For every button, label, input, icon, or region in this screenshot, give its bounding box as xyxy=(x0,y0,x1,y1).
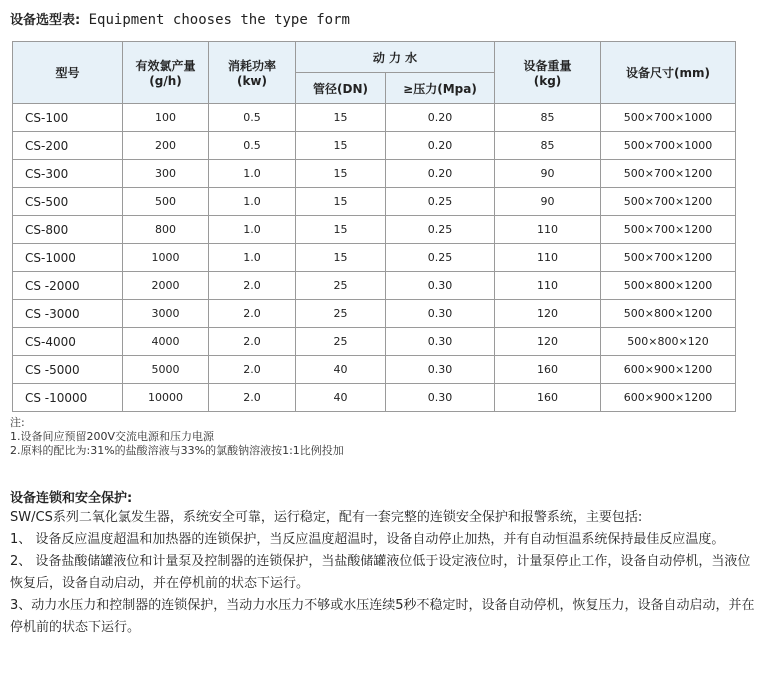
cell-pipe: 15 xyxy=(296,160,386,188)
header-pipe-diameter: 管径(DN) xyxy=(296,73,386,104)
header-power: 消耗功率 (kw) xyxy=(209,42,296,104)
cell-weight: 85 xyxy=(495,104,601,132)
cell-weight: 120 xyxy=(495,328,601,356)
table-row xyxy=(13,300,736,328)
title-chinese: 设备选型表: xyxy=(10,13,81,28)
cell-power: 2.0 xyxy=(209,272,296,300)
cell-weight: 160 xyxy=(495,384,601,412)
cell-output: 4000 xyxy=(123,328,209,356)
cell-size: 500×700×1200 xyxy=(601,160,736,188)
table-row xyxy=(13,244,736,272)
cell-pressure: 0.25 xyxy=(386,216,495,244)
paragraph-item-3: 3、动力水压力和控制器的连锁保护，当动力水压力不够或水压连续5秒不稳定时，设备自动停机，恢复压力，设备自动启动，并在停机前的状态下运行。 xyxy=(10,598,755,635)
cell-model: CS -3000 xyxy=(13,300,123,328)
cell-model: CS-500 xyxy=(13,188,123,216)
cell-weight: 110 xyxy=(495,216,601,244)
table-row xyxy=(13,356,736,384)
cell-pipe: 40 xyxy=(296,356,386,384)
cell-power: 1.0 xyxy=(209,160,296,188)
cell-pressure: 0.30 xyxy=(386,272,495,300)
paragraph-item-2: 2、 设备盐酸储罐液位和计量泵及控制器的连锁保护，当盐酸储罐液位低于设定液位时，计量泵停止工作，设备自动停机，当液位恢复后，设备自动启动，并在停机前的状态下运行。 xyxy=(10,554,751,591)
table-row xyxy=(13,272,736,300)
cell-power: 1.0 xyxy=(209,244,296,272)
header-output: 有效氯产量 (g/h) xyxy=(123,42,209,104)
cell-size: 500×700×1000 xyxy=(601,104,736,132)
cell-pressure: 0.30 xyxy=(386,300,495,328)
header-motive-water: 动 力 水 xyxy=(296,42,495,73)
cell-power: 2.0 xyxy=(209,384,296,412)
cell-model: CS-4000 xyxy=(13,328,123,356)
cell-model: CS-300 xyxy=(13,160,123,188)
table-row xyxy=(13,160,736,188)
notes-label: 注: xyxy=(10,416,25,429)
table-row xyxy=(13,328,736,356)
cell-output: 300 xyxy=(123,160,209,188)
cell-size: 500×700×1200 xyxy=(601,188,736,216)
cell-pressure: 0.25 xyxy=(386,188,495,216)
cell-power: 2.0 xyxy=(209,356,296,384)
cell-pipe: 25 xyxy=(296,272,386,300)
cell-size: 600×900×1200 xyxy=(601,384,736,412)
cell-model: CS-200 xyxy=(13,132,123,160)
table-row xyxy=(13,216,736,244)
cell-pressure: 0.20 xyxy=(386,104,495,132)
cell-weight: 90 xyxy=(495,188,601,216)
cell-weight: 110 xyxy=(495,272,601,300)
cell-model: CS -10000 xyxy=(13,384,123,412)
cell-power: 1.0 xyxy=(209,188,296,216)
cell-power: 0.5 xyxy=(209,104,296,132)
cell-power: 0.5 xyxy=(209,132,296,160)
cell-weight: 120 xyxy=(495,300,601,328)
header-model: 型号 xyxy=(13,42,123,104)
cell-size: 500×700×1000 xyxy=(601,132,736,160)
cell-weight: 110 xyxy=(495,244,601,272)
cell-pressure: 0.30 xyxy=(386,384,495,412)
paragraph-item-1: 1、 设备反应温度超温和加热器的连锁保护，当反应温度超温时，设备自动停止加热，并有自动恒温系统保持最佳反应温度。 xyxy=(10,532,725,547)
section-heading: 设备连锁和安全保护: xyxy=(10,491,133,506)
cell-pipe: 15 xyxy=(296,132,386,160)
cell-output: 800 xyxy=(123,216,209,244)
cell-pipe: 40 xyxy=(296,384,386,412)
cell-pipe: 15 xyxy=(296,216,386,244)
cell-output: 1000 xyxy=(123,244,209,272)
table-row xyxy=(13,188,736,216)
cell-pressure: 0.30 xyxy=(386,328,495,356)
header-size: 设备尺寸(mm) xyxy=(601,42,736,104)
cell-power: 2.0 xyxy=(209,300,296,328)
header-pressure: ≥压力(Mpa) xyxy=(386,73,495,104)
cell-pressure: 0.25 xyxy=(386,244,495,272)
cell-weight: 85 xyxy=(495,132,601,160)
table-notes xyxy=(10,416,344,458)
cell-pressure: 0.30 xyxy=(386,356,495,384)
cell-model: CS-100 xyxy=(13,104,123,132)
cell-output: 5000 xyxy=(123,356,209,384)
cell-pressure: 0.20 xyxy=(386,160,495,188)
cell-model: CS -5000 xyxy=(13,356,123,384)
cell-power: 1.0 xyxy=(209,216,296,244)
cell-size: 500×700×1200 xyxy=(601,244,736,272)
paragraph-intro: SW/CS系列二氧化氯发生器，系统安全可靠，运行稳定，配有一套完整的连锁安全保护和报警系统，主要包括: xyxy=(10,510,643,525)
cell-pipe: 25 xyxy=(296,328,386,356)
cell-model: CS-800 xyxy=(13,216,123,244)
cell-output: 3000 xyxy=(123,300,209,328)
cell-output: 200 xyxy=(123,132,209,160)
title-english: Equipment chooses the type form xyxy=(80,12,350,28)
page-title xyxy=(10,9,350,28)
cell-output: 2000 xyxy=(123,272,209,300)
cell-weight: 90 xyxy=(495,160,601,188)
cell-pipe: 25 xyxy=(296,300,386,328)
cell-output: 10000 xyxy=(123,384,209,412)
cell-power: 2.0 xyxy=(209,328,296,356)
cell-size: 500×700×1200 xyxy=(601,216,736,244)
note-item: 1.设备间应预留200V交流电源和压力电源 xyxy=(10,430,215,443)
cell-output: 100 xyxy=(123,104,209,132)
table-row xyxy=(13,132,736,160)
cell-pipe: 15 xyxy=(296,244,386,272)
cell-size: 500×800×1200 xyxy=(601,272,736,300)
cell-model: CS-1000 xyxy=(13,244,123,272)
table-row xyxy=(13,384,736,412)
cell-weight: 160 xyxy=(495,356,601,384)
table-row xyxy=(13,104,736,132)
cell-pressure: 0.20 xyxy=(386,132,495,160)
safety-description xyxy=(10,507,758,639)
equipment-selection-table xyxy=(12,41,736,412)
cell-output: 500 xyxy=(123,188,209,216)
note-item: 2.原料的配比为:31%的盐酸溶液与33%的氯酸钠溶液按1:1比例投加 xyxy=(10,444,344,457)
cell-pipe: 15 xyxy=(296,104,386,132)
cell-size: 600×900×1200 xyxy=(601,356,736,384)
cell-size: 500×800×120 xyxy=(601,328,736,356)
cell-model: CS -2000 xyxy=(13,272,123,300)
cell-size: 500×800×1200 xyxy=(601,300,736,328)
header-weight: 设备重量 (kg) xyxy=(495,42,601,104)
cell-pipe: 15 xyxy=(296,188,386,216)
